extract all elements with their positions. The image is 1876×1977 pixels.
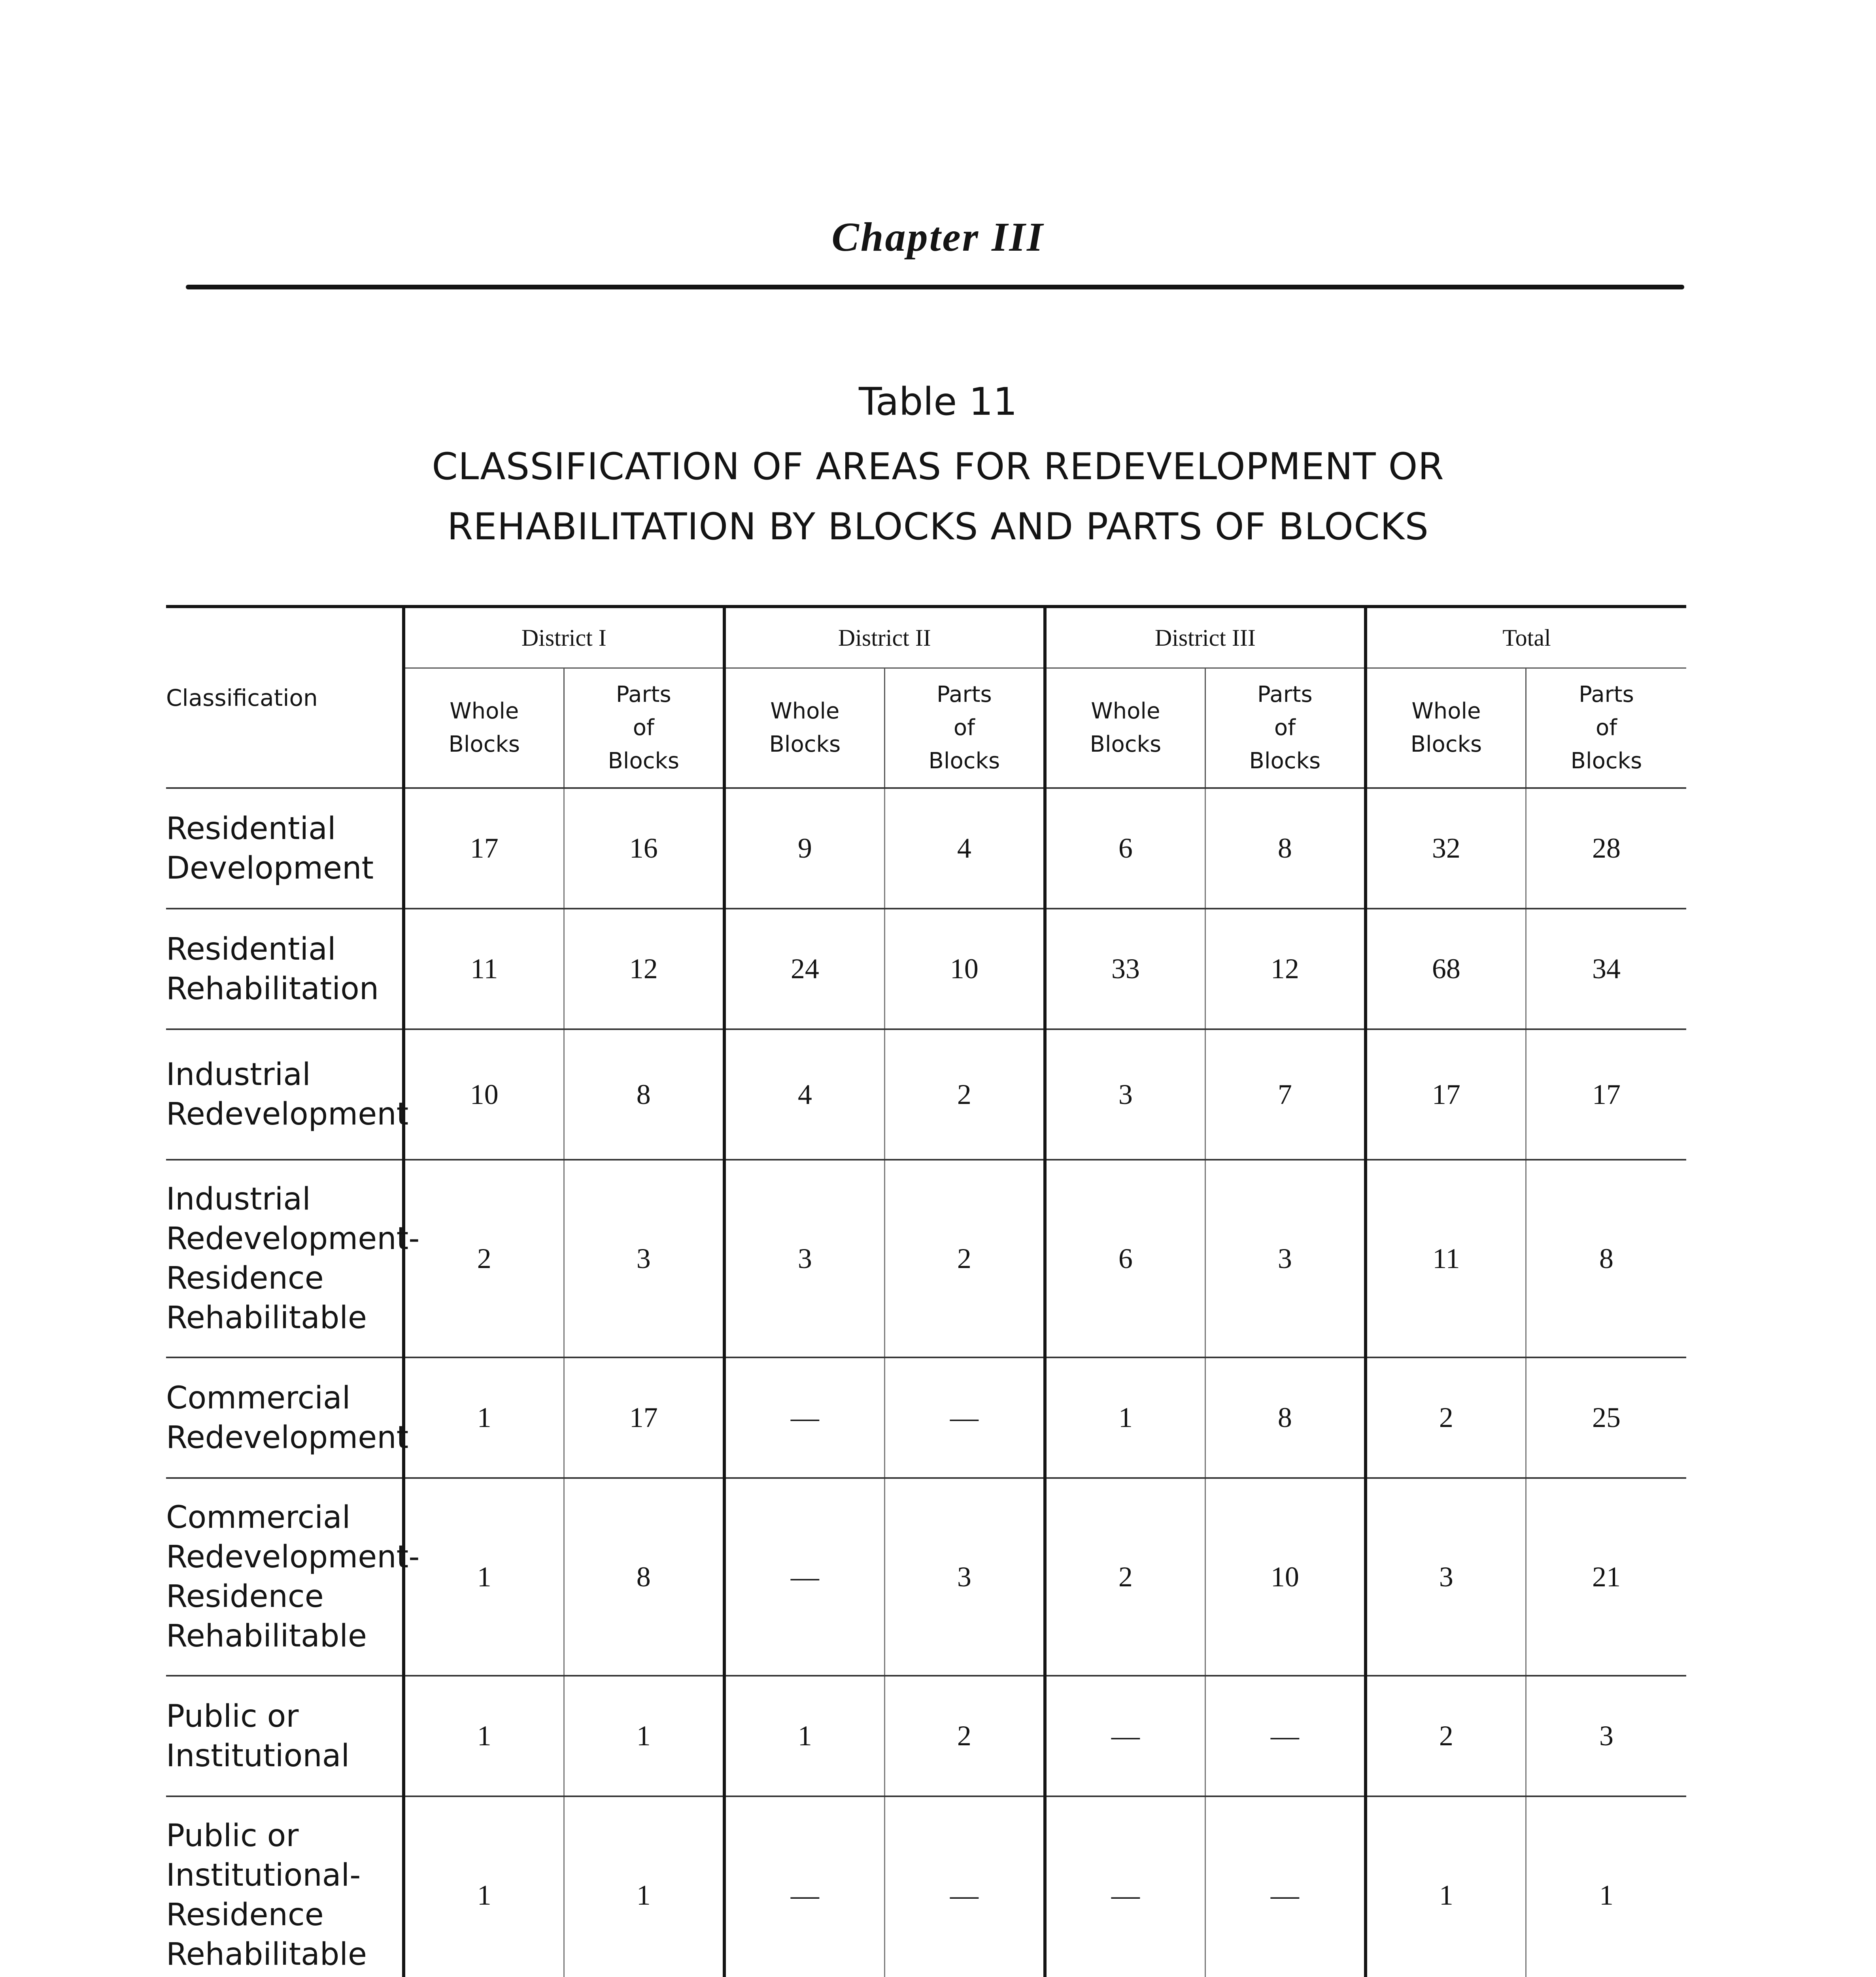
table-row <box>166 1796 1686 1977</box>
table-cell: 17 <box>1366 1029 1526 1160</box>
chapter-heading: Chapter III <box>831 214 1045 260</box>
table-cell: 34 <box>1526 909 1686 1029</box>
table-cell: — <box>1045 1796 1205 1977</box>
district-2-header: District II <box>724 607 1045 668</box>
table-cell: 4 <box>884 788 1045 909</box>
table-cell: 11 <box>1366 1160 1526 1357</box>
table-cell: 8 <box>1205 1357 1366 1478</box>
table-cell: 8 <box>1526 1160 1686 1357</box>
table-row <box>166 1478 1686 1676</box>
classification-label-line: Redevelopment- <box>166 1539 420 1575</box>
district-3-header: District III <box>1045 607 1366 668</box>
classification-label-line: Institutional- <box>166 1858 361 1893</box>
parts-of-blocks-label-line: Parts <box>616 682 671 707</box>
table-cell: 10 <box>884 909 1045 1029</box>
table-cell: 17 <box>1526 1029 1686 1160</box>
table-cell: 10 <box>1205 1478 1366 1676</box>
whole-blocks-label-line: Blocks <box>1410 731 1482 757</box>
table-body <box>166 788 1686 1977</box>
table-cell: — <box>884 1357 1045 1478</box>
row-classification-label <box>166 1796 404 1977</box>
classification-label-line: Residence <box>166 1261 324 1296</box>
district-header-row <box>166 607 1686 668</box>
parts-of-blocks-header <box>1205 668 1366 788</box>
table-row <box>166 909 1686 1029</box>
table-cell: 1 <box>1366 1796 1526 1977</box>
classification-label-line: Rehabilitable <box>166 1618 367 1654</box>
table-cell: 25 <box>1526 1357 1686 1478</box>
whole-blocks-header <box>1366 668 1526 788</box>
row-classification-label <box>166 1357 409 1478</box>
table-cell: 1 <box>404 1676 564 1796</box>
table-cell: 3 <box>884 1478 1045 1676</box>
classification-label-line: Rehabilitation <box>166 971 379 1007</box>
whole-blocks-label-line: Whole <box>1411 698 1481 724</box>
table-cell: 2 <box>1045 1478 1205 1676</box>
parts-of-blocks-header <box>884 668 1045 788</box>
row-classification-label <box>166 1029 409 1160</box>
table-title <box>0 437 1876 557</box>
whole-blocks-header <box>724 668 885 788</box>
row-classification-label <box>166 1160 420 1357</box>
table-cell: 12 <box>564 909 724 1029</box>
table-cell: 1 <box>1045 1357 1205 1478</box>
parts-of-blocks-label-line: Parts <box>936 682 992 707</box>
parts-of-blocks-label-line: Parts <box>1257 682 1313 707</box>
whole-blocks-label-line: Whole <box>1091 698 1160 724</box>
parts-of-blocks-label-line: Blocks <box>608 748 680 774</box>
table-cell: 2 <box>884 1160 1045 1357</box>
table-cell: 1 <box>724 1676 885 1796</box>
table-cell: 7 <box>1205 1029 1366 1160</box>
table-row <box>166 1357 1686 1478</box>
table-cell: 1 <box>404 1357 564 1478</box>
whole-blocks-label-line: Blocks <box>448 731 520 757</box>
whole-blocks-header <box>404 668 564 788</box>
table-cell: 33 <box>1045 909 1205 1029</box>
parts-of-blocks-label-line: Blocks <box>1249 748 1321 774</box>
table-row <box>166 1160 1686 1357</box>
table-cell: 2 <box>1366 1357 1526 1478</box>
parts-of-blocks-header <box>1526 668 1686 788</box>
table-cell: 8 <box>1205 788 1366 909</box>
classification-header: Classification <box>166 607 404 788</box>
table-cell: 8 <box>564 1029 724 1160</box>
parts-of-blocks-label-line: Parts <box>1579 682 1634 707</box>
table-cell: 21 <box>1526 1478 1686 1676</box>
table-cell: 1 <box>564 1676 724 1796</box>
whole-blocks-label-line: Blocks <box>769 731 841 757</box>
whole-blocks-label-line: Blocks <box>1090 731 1162 757</box>
table-cell: 2 <box>884 1029 1045 1160</box>
classification-label-line: Redevelopment <box>166 1419 409 1455</box>
classification-label-line: Development <box>166 850 374 886</box>
table-cell: — <box>1205 1676 1366 1796</box>
classification-label-line: Industrial <box>166 1057 311 1092</box>
table-cell: 1 <box>564 1796 724 1977</box>
classification-label-line: Redevelopment- <box>166 1221 420 1257</box>
classification-table <box>166 605 1686 1977</box>
table-cell: 16 <box>564 788 724 909</box>
classification-label-line: Commercial <box>166 1380 351 1416</box>
parts-of-blocks-label-line: of <box>953 715 975 741</box>
classification-label-line: Industrial <box>166 1181 311 1217</box>
classification-label-line: Institutional <box>166 1738 350 1774</box>
classification-label-line: Residential <box>166 931 336 967</box>
classification-label-line: Public or <box>166 1818 299 1854</box>
table-row <box>166 788 1686 909</box>
table-cell: 1 <box>404 1796 564 1977</box>
table-cell: 2 <box>884 1676 1045 1796</box>
table-cell: 9 <box>724 788 885 909</box>
table-cell: 3 <box>1045 1029 1205 1160</box>
table-cell: 24 <box>724 909 885 1029</box>
chapter-rule <box>186 285 1684 289</box>
classification-label-line: Rehabilitable <box>166 1937 367 1972</box>
whole-blocks-header <box>1045 668 1205 788</box>
row-classification-label <box>166 909 404 1029</box>
table-cell: 68 <box>1366 909 1526 1029</box>
whole-blocks-label-line: Whole <box>770 698 840 724</box>
row-classification-label <box>166 1676 404 1796</box>
table-cell: 32 <box>1366 788 1526 909</box>
table-cell: — <box>724 1796 885 1977</box>
classification-label-line: Rehabilitable <box>166 1300 367 1336</box>
row-classification-label <box>166 1478 420 1676</box>
table-cell: 12 <box>1205 909 1366 1029</box>
classification-label-line: Public or <box>166 1698 299 1734</box>
table-cell: 28 <box>1526 788 1686 909</box>
table-cell: — <box>724 1478 885 1676</box>
parts-of-blocks-header <box>564 668 724 788</box>
classification-label-line: Residential <box>166 811 336 847</box>
table-cell: — <box>1205 1796 1366 1977</box>
classification-label-line: Commercial <box>166 1500 351 1535</box>
table-number: Table 11 <box>859 380 1017 424</box>
table-cell: 8 <box>564 1478 724 1676</box>
table-row <box>166 1029 1686 1160</box>
table-title-line: REHABILITATION BY BLOCKS AND PARTS OF BLOCKS <box>447 505 1429 548</box>
table-row <box>166 1676 1686 1796</box>
table-cell: 11 <box>404 909 564 1029</box>
table-cell: 2 <box>404 1160 564 1357</box>
table-cell: 3 <box>1526 1676 1686 1796</box>
classification-label-line: Residence <box>166 1897 324 1933</box>
classification-label-line: Residence <box>166 1579 324 1614</box>
table-cell: 3 <box>724 1160 885 1357</box>
table-cell: — <box>724 1357 885 1478</box>
table-title-line: CLASSIFICATION OF AREAS FOR REDEVELOPMENT OR <box>432 445 1444 488</box>
table-cell: 3 <box>1205 1160 1366 1357</box>
table-cell: 3 <box>1366 1478 1526 1676</box>
table-cell: 1 <box>1526 1796 1686 1977</box>
classification-label-line: Redevelopment <box>166 1096 409 1132</box>
parts-of-blocks-label-line: Blocks <box>928 748 1000 774</box>
table-cell: — <box>1045 1676 1205 1796</box>
table-cell: 6 <box>1045 1160 1205 1357</box>
table-cell: 2 <box>1366 1676 1526 1796</box>
table-cell: 4 <box>724 1029 885 1160</box>
table-cell: 17 <box>404 788 564 909</box>
table-cell: 3 <box>564 1160 724 1357</box>
parts-of-blocks-label-line: of <box>1595 715 1617 741</box>
parts-of-blocks-label-line: of <box>1274 715 1296 741</box>
table-cell: 1 <box>404 1478 564 1676</box>
table-cell: 6 <box>1045 788 1205 909</box>
total-header: Total <box>1366 607 1686 668</box>
parts-of-blocks-label-line: of <box>633 715 654 741</box>
table-cell: — <box>884 1796 1045 1977</box>
table-cell: 17 <box>564 1357 724 1478</box>
whole-blocks-label-line: Whole <box>450 698 519 724</box>
parts-of-blocks-label-line: Blocks <box>1570 748 1642 774</box>
table-cell: 10 <box>404 1029 564 1160</box>
row-classification-label <box>166 788 404 909</box>
district-1-header: District I <box>404 607 724 668</box>
